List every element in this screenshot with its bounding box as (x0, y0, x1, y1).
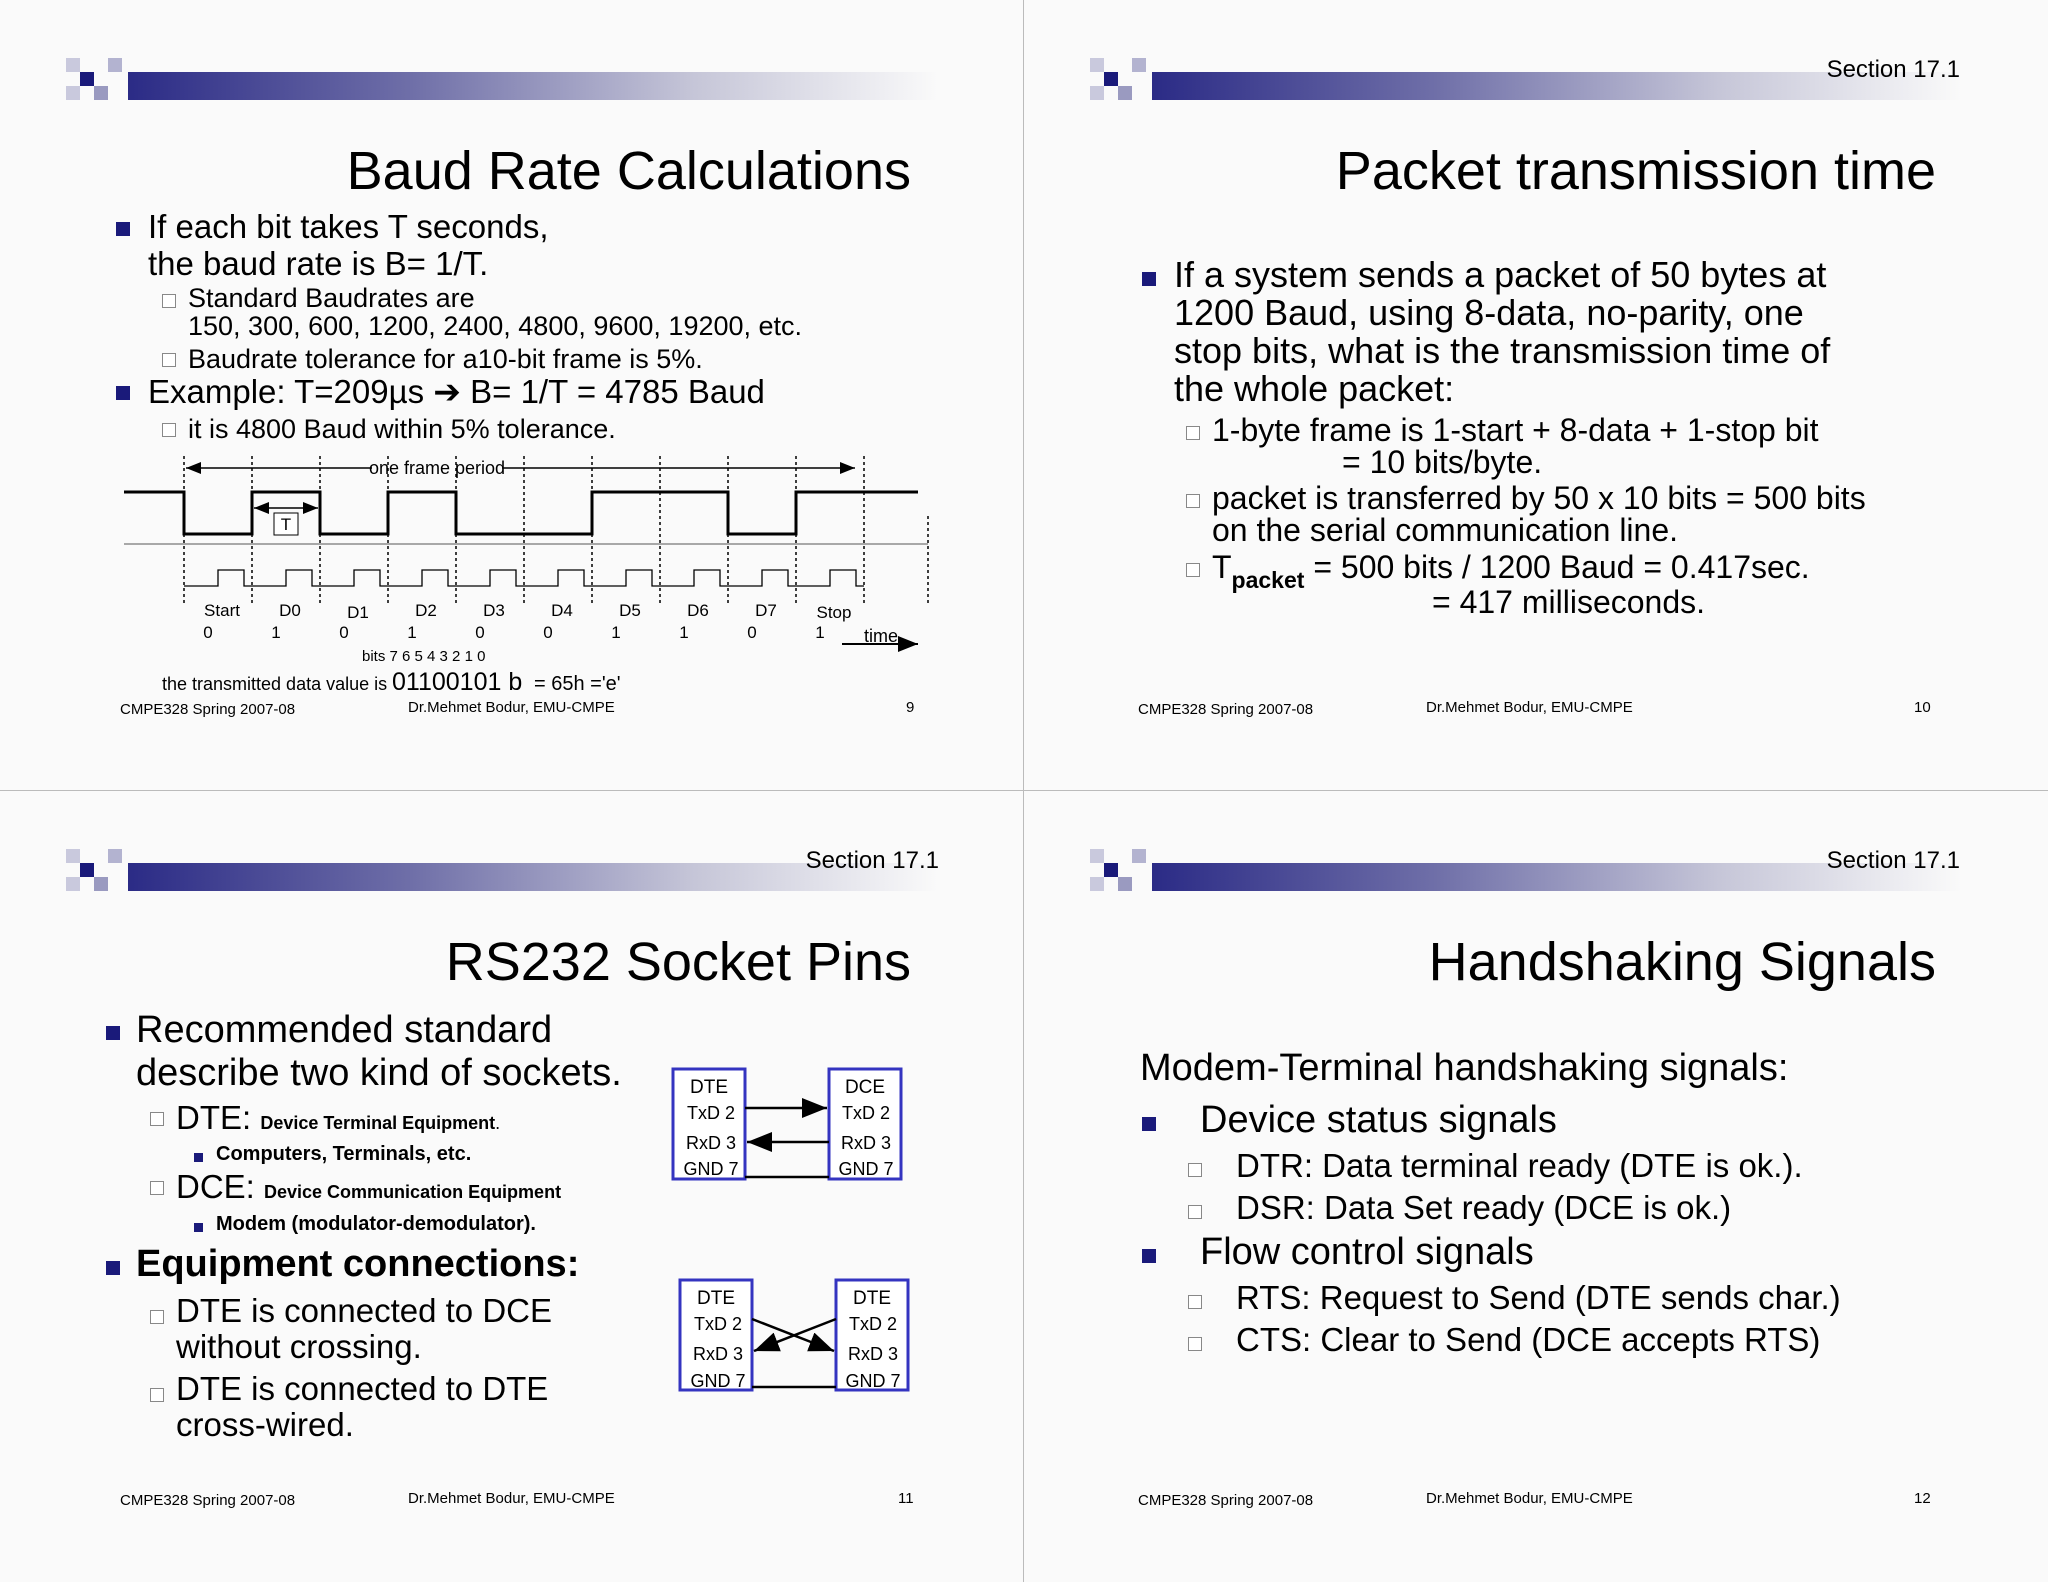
sub-dce-examples: Modem (modulator-demodulator). (216, 1213, 536, 1235)
left-pin-txd: TxD 2 (693, 1314, 743, 1334)
bit-name-label: D3 (483, 601, 505, 620)
bullet-recommended-standard: Recommended standard describe two kind of sockets. (136, 1009, 622, 1094)
data-signal-line (124, 492, 918, 534)
right-pin-gnd: GND 7 (838, 1159, 894, 1179)
right-box-title: DCE (844, 1077, 886, 1098)
dte-dte-connection-diagram (0, 791, 1024, 1582)
bit-value-label: 1 (271, 623, 281, 642)
sub-4800-baud: it is 4800 Baud within 5% tolerance. (188, 414, 616, 444)
sub-dte-to-dce: DTE is connected to DCE without crossing. (176, 1292, 552, 1365)
sub-dte-to-dte: DTE is connected to DTE cross-wired. (176, 1370, 549, 1443)
sub-transmission-time: $T_{packet} = 500$ bits / 1200 Baud = 0.417sec. = 417 milliseconds. (1212, 549, 1810, 620)
bit-value-label: 0 (747, 623, 757, 642)
bit-value-label: 1 (815, 623, 825, 642)
slide-12 (1024, 791, 2048, 1582)
sub-dte-examples: Computers, Terminals, etc. (216, 1143, 472, 1165)
bit-waveform (124, 492, 918, 534)
section-label: Section 17.1 (1826, 56, 1960, 83)
sub-dtr: DTR: Data terminal ready (DTE is ok.). (1236, 1147, 1803, 1184)
left-pin-rxd: RxD 3 (685, 1133, 737, 1153)
value-binary: 01100101 b (392, 668, 523, 696)
sub-dce: DCE: Device Communication Equipment (176, 1168, 562, 1205)
left-pin-rxd: RxD 3 (692, 1344, 744, 1364)
footer-course: CMPE328 Spring 2007-08 (1138, 1492, 1314, 1509)
sub-tolerance: Baudrate tolerance for a10-bit frame is 5%. (188, 344, 703, 374)
slide-10 (1024, 0, 2048, 791)
slide-title: RS232 Socket Pins (445, 932, 911, 992)
bullet-flow-control: Flow control signals (1200, 1231, 1534, 1273)
right-pin-rxd: RxD 3 (847, 1344, 899, 1364)
bullet-example: Example: T=209µs ➔ B= 1/T = 4785 Baud (148, 373, 765, 410)
right-pin-txd: TxD 2 (841, 1103, 891, 1123)
bit-name-label: Start (204, 601, 240, 620)
footer-author: Dr.Mehmet Bodur, EMU-CMPE (1426, 699, 1633, 716)
bit-name-label: D5 (619, 601, 641, 620)
bit-period-label: T (280, 515, 292, 534)
value-hex: = 65h ='e' (534, 673, 621, 695)
serial-frame-timing-diagram (0, 0, 1024, 791)
section-label: Section 17.1 (1826, 847, 1960, 874)
sub-cts: CTS: Clear to Send (DCE accepts RTS) (1236, 1321, 1821, 1358)
page-number: 9 (906, 699, 915, 716)
time-label: time (864, 626, 899, 646)
bullet-equipment-connections: Equipment connections: (136, 1243, 580, 1285)
left-box-title: DTE (697, 1288, 735, 1309)
value-prefix: the transmitted data value is (162, 674, 388, 694)
section-label: Section 17.1 (805, 847, 939, 874)
bit-name-label: D0 (279, 601, 301, 620)
footer-author: Dr.Mehmet Bodur, EMU-CMPE (408, 699, 615, 716)
left-box-title: DTE (690, 1077, 728, 1098)
bit-name-label: Stop (816, 603, 852, 622)
bullet-question: If a system sends a packet of 50 bytes at 1200 Baud, using 8-data, no-parity, one stop bits, what is the transmission time of the whole packet: (1174, 254, 1831, 409)
bit-name-label: D4 (551, 601, 573, 620)
intro-text: Modem-Terminal handshaking signals: (1140, 1047, 1789, 1089)
bullet-device-status: Device status signals (1200, 1099, 1557, 1141)
bit-value-label: 0 (475, 623, 485, 642)
footer-author: Dr.Mehmet Bodur, EMU-CMPE (1426, 1490, 1633, 1507)
bit-value-label: 1 (407, 623, 417, 642)
bit-value-label: 1 (679, 623, 689, 642)
bits-caption: bits 7 6 5 4 3 2 1 0 (362, 648, 486, 665)
right-pin-rxd: RxD 3 (840, 1133, 892, 1153)
bit-name-label: D1 (347, 603, 369, 622)
bullet-baud-definition: If each bit takes T seconds, the baud rate is B= 1/T. (148, 208, 549, 282)
footer-course: CMPE328 Spring 2007-08 (120, 701, 296, 718)
right-box-title: DTE (853, 1288, 891, 1309)
slide-title: Baud Rate Calculations (346, 141, 911, 201)
right-pin-gnd: GND 7 (845, 1371, 901, 1391)
bit-name-label: D6 (687, 601, 709, 620)
sub-packet-bits: packet is transferred by 50 x 10 bits = 500 bits on the serial communication line. (1212, 480, 1866, 548)
sub-dte: DTE: Device Terminal Equipment. (176, 1099, 501, 1136)
bit-value-label: 0 (203, 623, 213, 642)
left-pin-gnd: GND 7 (690, 1371, 746, 1391)
sub-frame-bits: 1-byte frame is 1-start + 8-data + 1-stop bit = 10 bits/byte. (1212, 412, 1819, 480)
page-number: 12 (1914, 1490, 1931, 1507)
footer-author: Dr.Mehmet Bodur, EMU-CMPE (408, 1490, 615, 1507)
left-pin-gnd: GND 7 (683, 1159, 739, 1179)
slide-11 (0, 791, 1024, 1582)
bit-value-label: 0 (543, 623, 553, 642)
sub-dsr: DSR: Data Set ready (DCE is ok.) (1236, 1189, 1732, 1226)
bit-name-label: D7 (755, 601, 777, 620)
slide-9 (0, 0, 1024, 791)
bit-value-label: 1 (611, 623, 621, 642)
page-number: 11 (898, 1490, 914, 1507)
frame-period-label: one frame period (368, 458, 506, 478)
page-number: 10 (1914, 699, 1931, 716)
left-pin-txd: TxD 2 (686, 1103, 736, 1123)
right-pin-txd: TxD 2 (848, 1314, 898, 1334)
footer-course: CMPE328 Spring 2007-08 (120, 1492, 296, 1509)
bit-labels (203, 601, 851, 642)
sub-rts: RTS: Request to Send (DTE sends char.) (1236, 1279, 1841, 1316)
bit-value-label: 0 (339, 623, 349, 642)
slide-title: Packet transmission time (1335, 141, 1936, 201)
slide-title: Handshaking Signals (1428, 932, 1936, 992)
footer-course: CMPE328 Spring 2007-08 (1138, 701, 1314, 718)
sub-standard-baudrates: Standard Baudrates are 150, 300, 600, 1200, 2400, 4800, 9600, 19200, etc. (188, 283, 803, 341)
bit-name-label: D2 (415, 601, 437, 620)
